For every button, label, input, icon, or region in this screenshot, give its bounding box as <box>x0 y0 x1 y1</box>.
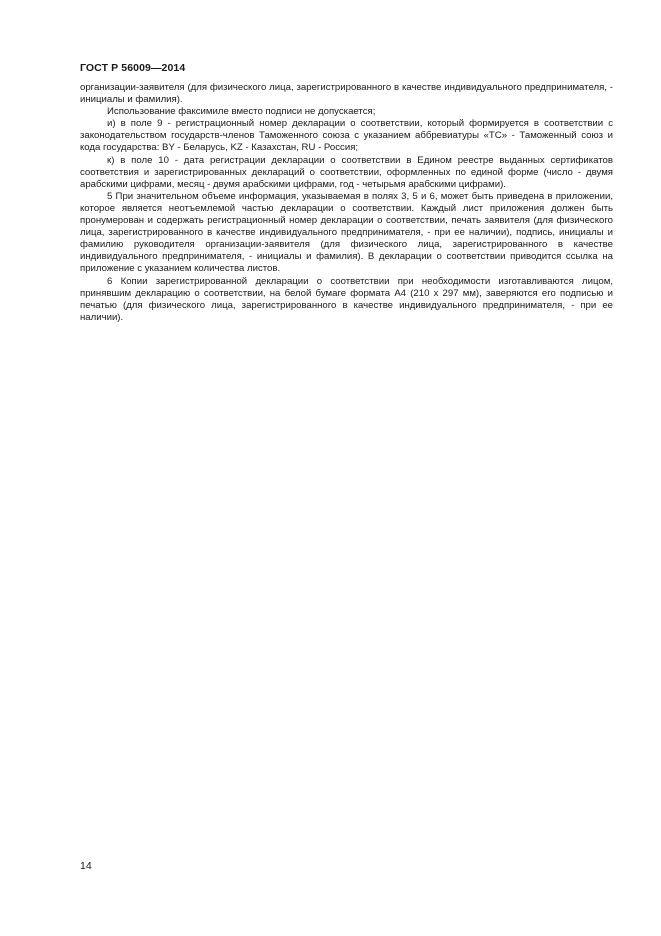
paragraph-item-6: 6 Копии зарегистрированной декларации о соответствии при необходимости изготавливаются лицом, принявшим декларацию о соответствии, на белой бумаге формата А4 (210 х 297 мм), заверяются его подписью и печатью (для физического лица, зарегистрированного в качестве индивидуального предпринимателя, - при ее наличии). <box>80 275 613 323</box>
document-body <box>80 82 613 324</box>
paragraph-continuation: организации-заявителя (для физического лица, зарегистрированного в качестве индивидуального предпринимателя, - инициалы и фамилия). <box>80 82 613 106</box>
document-header: ГОСТ Р 56009—2014 <box>80 62 186 74</box>
paragraph-facsimile-note: Использование факсимиле вместо подписи не допускается; <box>107 106 376 118</box>
paragraph-field-10: к) в поле 10 - дата регистрации декларации о соответствии в Едином реестре выданных сертификатов соответствия и зарегистрированных деклараций о соответствии, оформленных по единой форме (число - двумя арабскими цифрами, месяц - двумя арабскими цифрами, год - четырьмя арабскими цифрами). <box>80 154 613 190</box>
paragraph-field-9: и) в поле 9 - регистрационный номер декларации о соответствии, который формируется в соответствии с законодательством государств-членов Таможенного союза с указанием аббревиатуры «ТС» - Таможенный союз и кода государства: BY - Беларусь, KZ - Казахстан, RU - Россия; <box>80 118 613 154</box>
paragraph-item-5: 5 При значительном объеме информация, указываемая в полях 3, 5 и 6, может быть приведена в приложении, которое является неотъемлемой частью декларации о соответствии. Каждый лист приложения должен быть пронумерован и содержать регистрационный номер декларации о соответствии, печать заявителя (для физического лица, зарегистрированного в качестве индивидуального предпринимателя, - при ее наличии), подпись, инициалы и фамилию руководителя организации-заявителя (для физического лица, зарегистрированного в качестве индивидуального предпринимателя, - инициалы и фамилия). В декларации о соответствии приводится ссылка на приложение с указанием количества листов. <box>80 190 613 275</box>
page-number: 14 <box>80 860 92 872</box>
